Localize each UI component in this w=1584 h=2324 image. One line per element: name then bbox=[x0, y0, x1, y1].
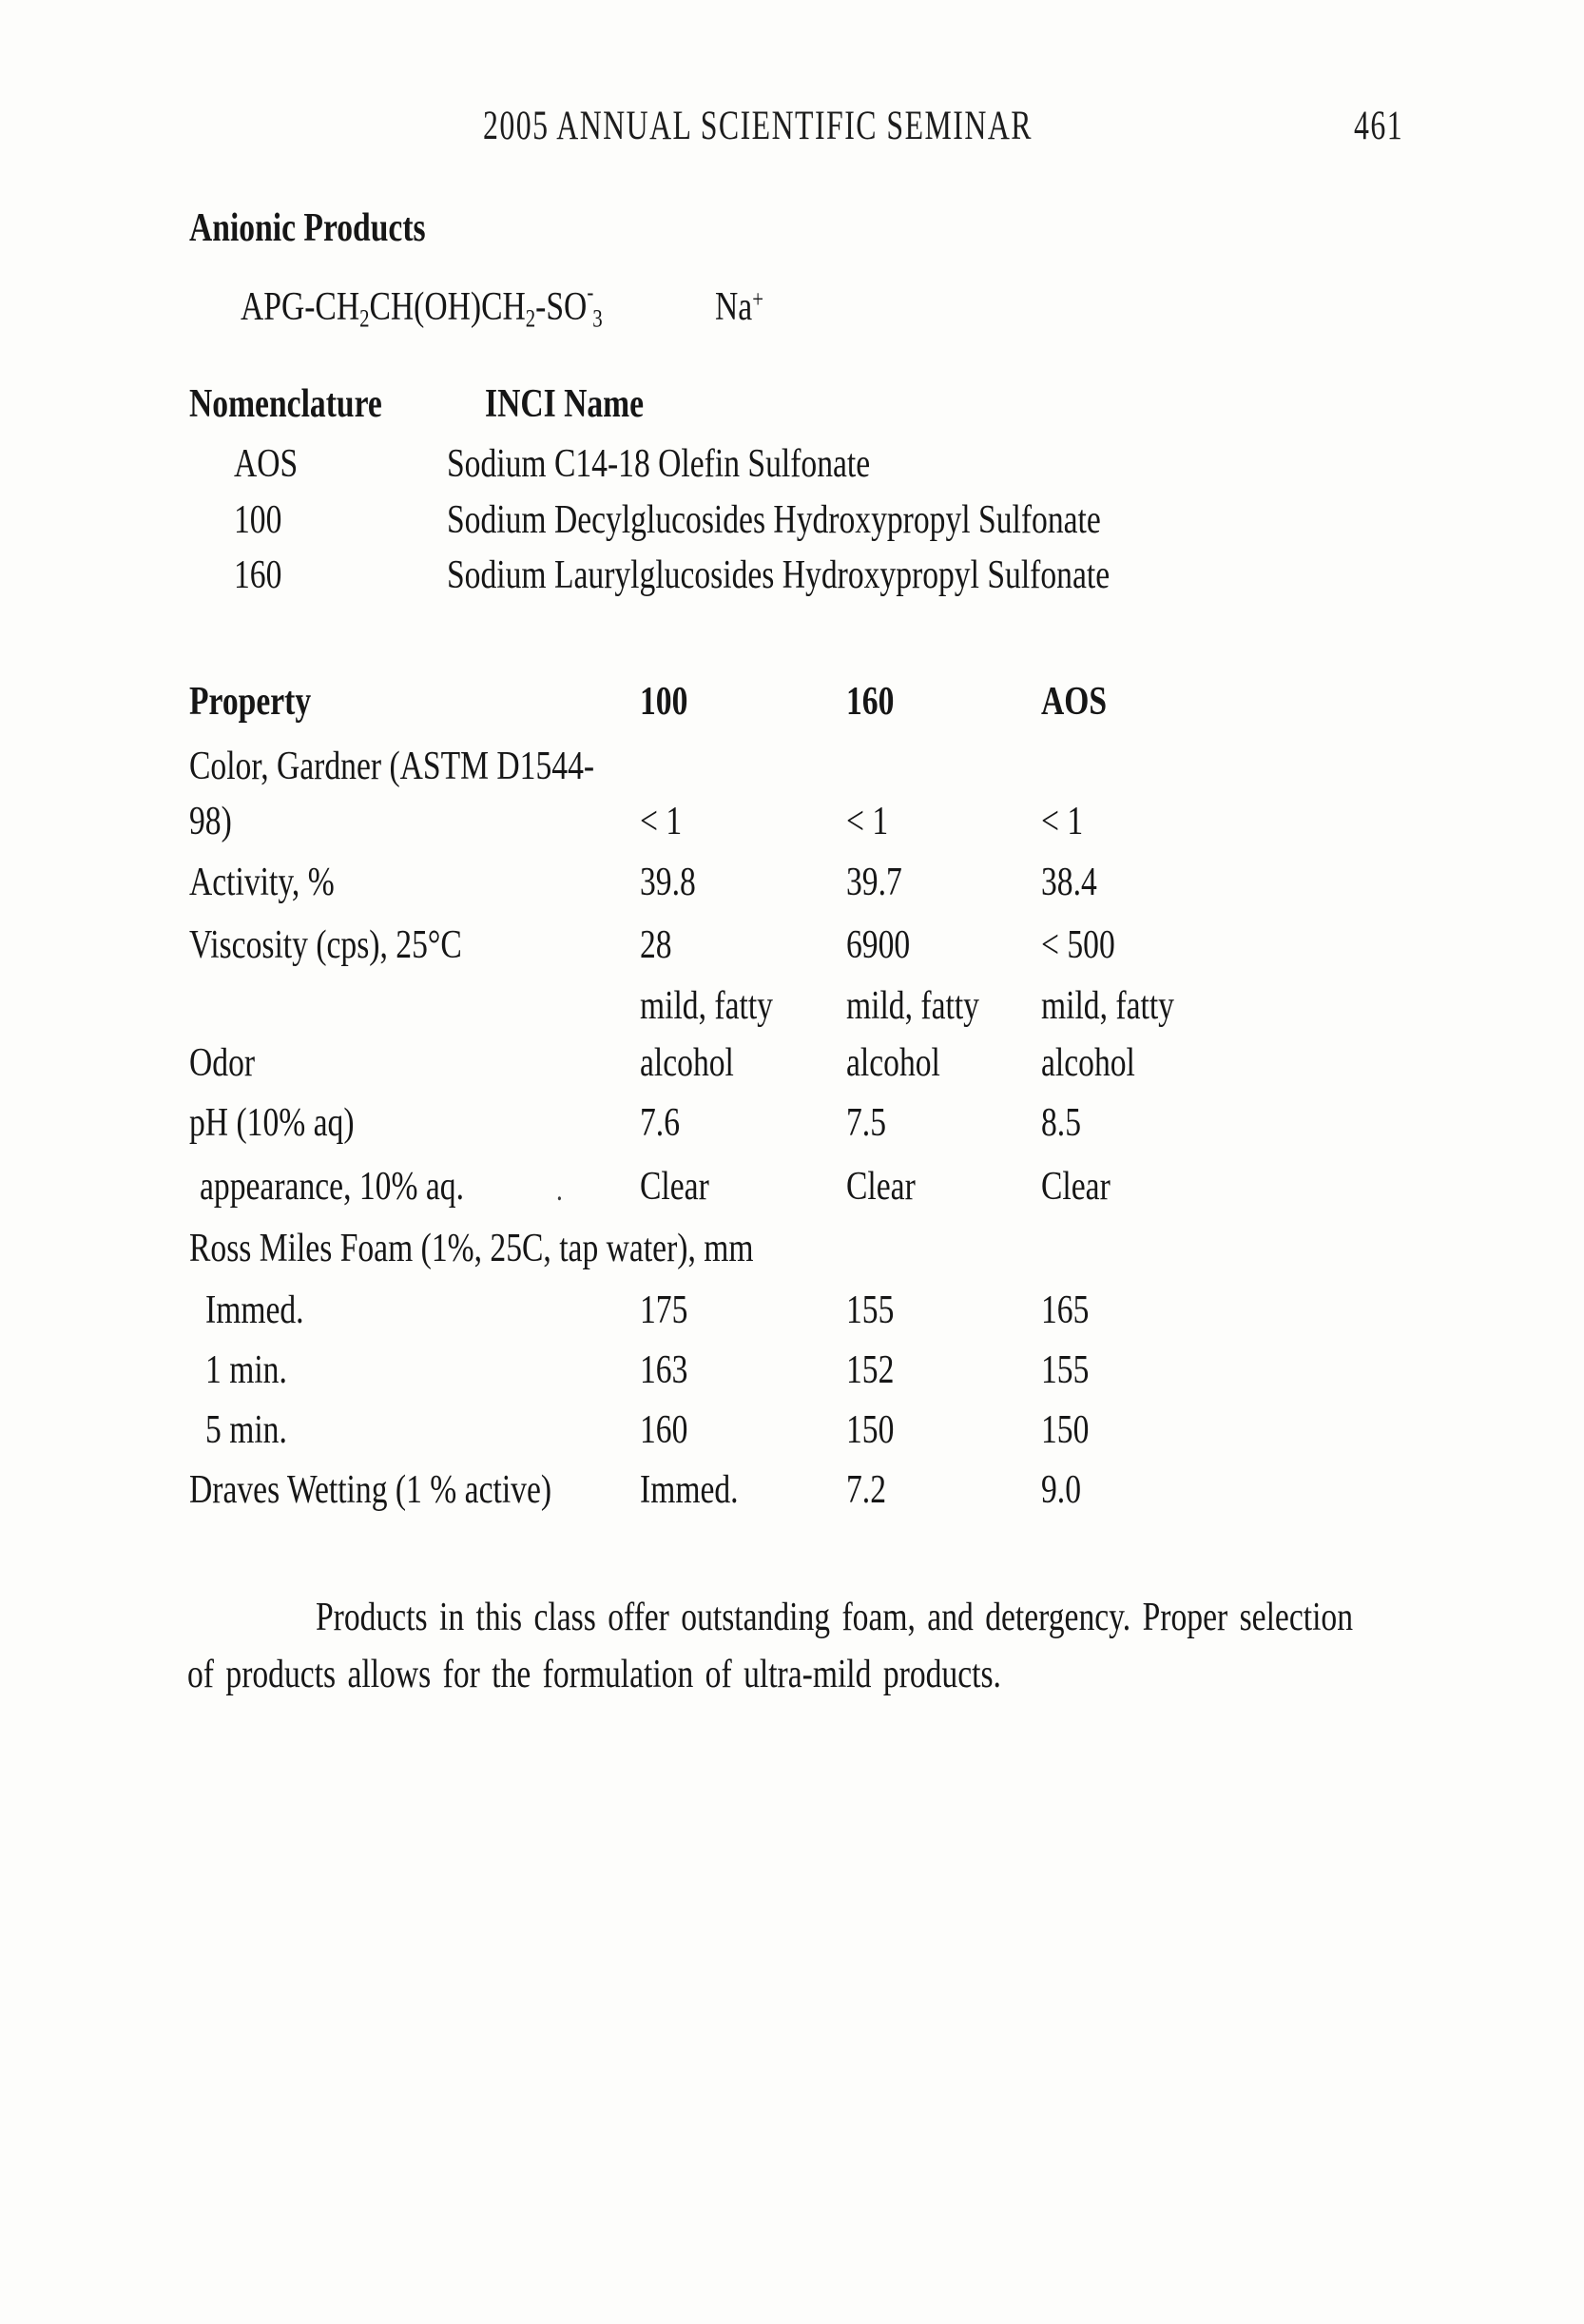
nomenclature-code: 160 bbox=[234, 553, 282, 597]
cell-value-aos: mild, fatty bbox=[1041, 984, 1174, 1028]
cell-value-100: 7.6 bbox=[640, 1101, 680, 1145]
row-label: 5 min. bbox=[205, 1408, 287, 1452]
table-row bbox=[0, 1226, 1584, 1277]
nomenclature-inci-name: Sodium Decylglucosides Hydroxypropyl Sulfonate bbox=[447, 498, 1101, 542]
nomenclature-code: AOS bbox=[234, 442, 299, 486]
cell-value-160: 39.7 bbox=[846, 861, 902, 904]
table-row bbox=[0, 1288, 1584, 1339]
formula-segment: APG-CH bbox=[241, 285, 360, 329]
row-label: 1 min. bbox=[205, 1348, 287, 1392]
cell-value-aos: 38.4 bbox=[1041, 861, 1097, 904]
cell-value-100: 163 bbox=[640, 1348, 688, 1392]
table-row bbox=[0, 799, 1584, 850]
cell-value-100: Immed. bbox=[640, 1468, 739, 1512]
cell-value-160: 155 bbox=[846, 1288, 895, 1332]
cell-value-aos: 8.5 bbox=[1041, 1101, 1081, 1145]
nomenclature-col1-header: Nomenclature bbox=[189, 382, 382, 426]
formula-charge: - bbox=[587, 279, 594, 307]
table-header-row bbox=[0, 679, 1584, 730]
counterion-charge: + bbox=[752, 284, 763, 313]
nomenclature-inci-name: Sodium Laurylglucosides Hydroxypropyl Sulfonate bbox=[447, 553, 1111, 597]
nomenclature-code: 100 bbox=[234, 498, 282, 542]
cell-value-100: alcohol bbox=[640, 1041, 734, 1085]
cell-value-160: 7.2 bbox=[846, 1468, 886, 1512]
cell-value-160: < 1 bbox=[846, 800, 889, 843]
formula-counterion bbox=[715, 284, 776, 330]
cell-value-100: 175 bbox=[640, 1288, 688, 1332]
page-header bbox=[483, 103, 1226, 149]
cell-value-aos: alcohol bbox=[1041, 1041, 1135, 1085]
cell-value-100: mild, fatty bbox=[640, 984, 773, 1028]
nomenclature-inci-name: Sodium C14-18 Olefin Sulfonate bbox=[447, 442, 871, 486]
cell-value-160: 6900 bbox=[846, 923, 911, 967]
cell-value-160: 150 bbox=[846, 1408, 895, 1452]
formula-subscript: 3 bbox=[592, 304, 603, 333]
formula-segment: CH(OH)CH bbox=[369, 285, 526, 329]
cell-value-aos: < 1 bbox=[1041, 800, 1084, 843]
page-number: 461 bbox=[1354, 104, 1404, 148]
nomenclature-row bbox=[0, 497, 1584, 549]
closing-paragraph-line-2: of products allows for the formulation of ultra-mild products. bbox=[187, 1653, 1001, 1696]
table-row bbox=[0, 860, 1584, 911]
cell-value-100: 39.8 bbox=[640, 861, 696, 904]
chemical-formula bbox=[241, 279, 693, 333]
cell-value-aos: 150 bbox=[1041, 1408, 1090, 1452]
table-row bbox=[0, 922, 1584, 974]
closing-paragraph-line-1: Products in this class offer outstanding foam, and detergency. Proper selection bbox=[316, 1596, 1354, 1639]
row-label: Ross Miles Foam (1%, 25C, tap water), mm bbox=[189, 1227, 754, 1270]
col-aos-header: AOS bbox=[1041, 680, 1108, 724]
table-row bbox=[0, 1100, 1584, 1152]
table-row bbox=[0, 1347, 1584, 1399]
row-label: pH (10% aq) bbox=[189, 1101, 355, 1145]
row-label: 98) bbox=[189, 800, 232, 843]
row-label: Viscosity (cps), 25°C bbox=[189, 923, 462, 967]
row-label: appearance, 10% aq. bbox=[200, 1165, 464, 1209]
cell-value-160: Clear bbox=[846, 1165, 916, 1209]
cell-value-160: mild, fatty bbox=[846, 984, 979, 1028]
table-row bbox=[0, 1407, 1584, 1459]
section-heading: Anionic Products bbox=[189, 206, 426, 250]
nomenclature-col2-header: INCI Name bbox=[485, 382, 645, 426]
formula-subscript: 2 bbox=[525, 304, 536, 333]
row-label: Odor bbox=[189, 1041, 256, 1085]
cell-value-aos: 165 bbox=[1041, 1288, 1090, 1332]
page-header-title: 2005 ANNUAL SCIENTIFIC SEMINAR bbox=[483, 104, 1033, 148]
cell-value-aos: < 500 bbox=[1041, 923, 1115, 967]
table-row bbox=[0, 983, 1584, 1035]
cell-value-aos: Clear bbox=[1041, 1165, 1111, 1209]
nomenclature-header-row bbox=[0, 381, 1584, 433]
row-label: Activity, % bbox=[189, 861, 335, 904]
cell-value-aos: 155 bbox=[1041, 1348, 1090, 1392]
row-label: Immed. bbox=[205, 1288, 304, 1332]
cell-value-100: 28 bbox=[640, 923, 672, 967]
col-160-header: 160 bbox=[846, 680, 895, 724]
cell-value-100: Clear bbox=[640, 1165, 709, 1209]
nomenclature-row bbox=[0, 441, 1584, 493]
cell-value-100: < 1 bbox=[640, 800, 683, 843]
formula-segment: -SO bbox=[535, 285, 588, 329]
counterion-symbol: Na bbox=[715, 285, 753, 329]
cell-value-aos: 9.0 bbox=[1041, 1468, 1081, 1512]
row-label: Color, Gardner (ASTM D1544- bbox=[189, 745, 595, 788]
nomenclature-row bbox=[0, 552, 1584, 604]
cell-value-100: 160 bbox=[640, 1408, 688, 1452]
property-col-header: Property bbox=[189, 680, 312, 724]
col-100-header: 100 bbox=[640, 680, 688, 724]
row-label: Draves Wetting (1 % active) bbox=[189, 1468, 552, 1512]
formula-subscript: 2 bbox=[359, 304, 370, 333]
table-row bbox=[0, 744, 1584, 795]
table-row bbox=[0, 1467, 1584, 1519]
table-row bbox=[0, 1040, 1584, 1092]
cell-value-160: 7.5 bbox=[846, 1101, 886, 1145]
cell-value-160: alcohol bbox=[846, 1041, 940, 1085]
table-row bbox=[0, 1164, 1584, 1215]
cell-value-160: 152 bbox=[846, 1348, 895, 1392]
stray-ink-dot: . bbox=[556, 1172, 563, 1208]
